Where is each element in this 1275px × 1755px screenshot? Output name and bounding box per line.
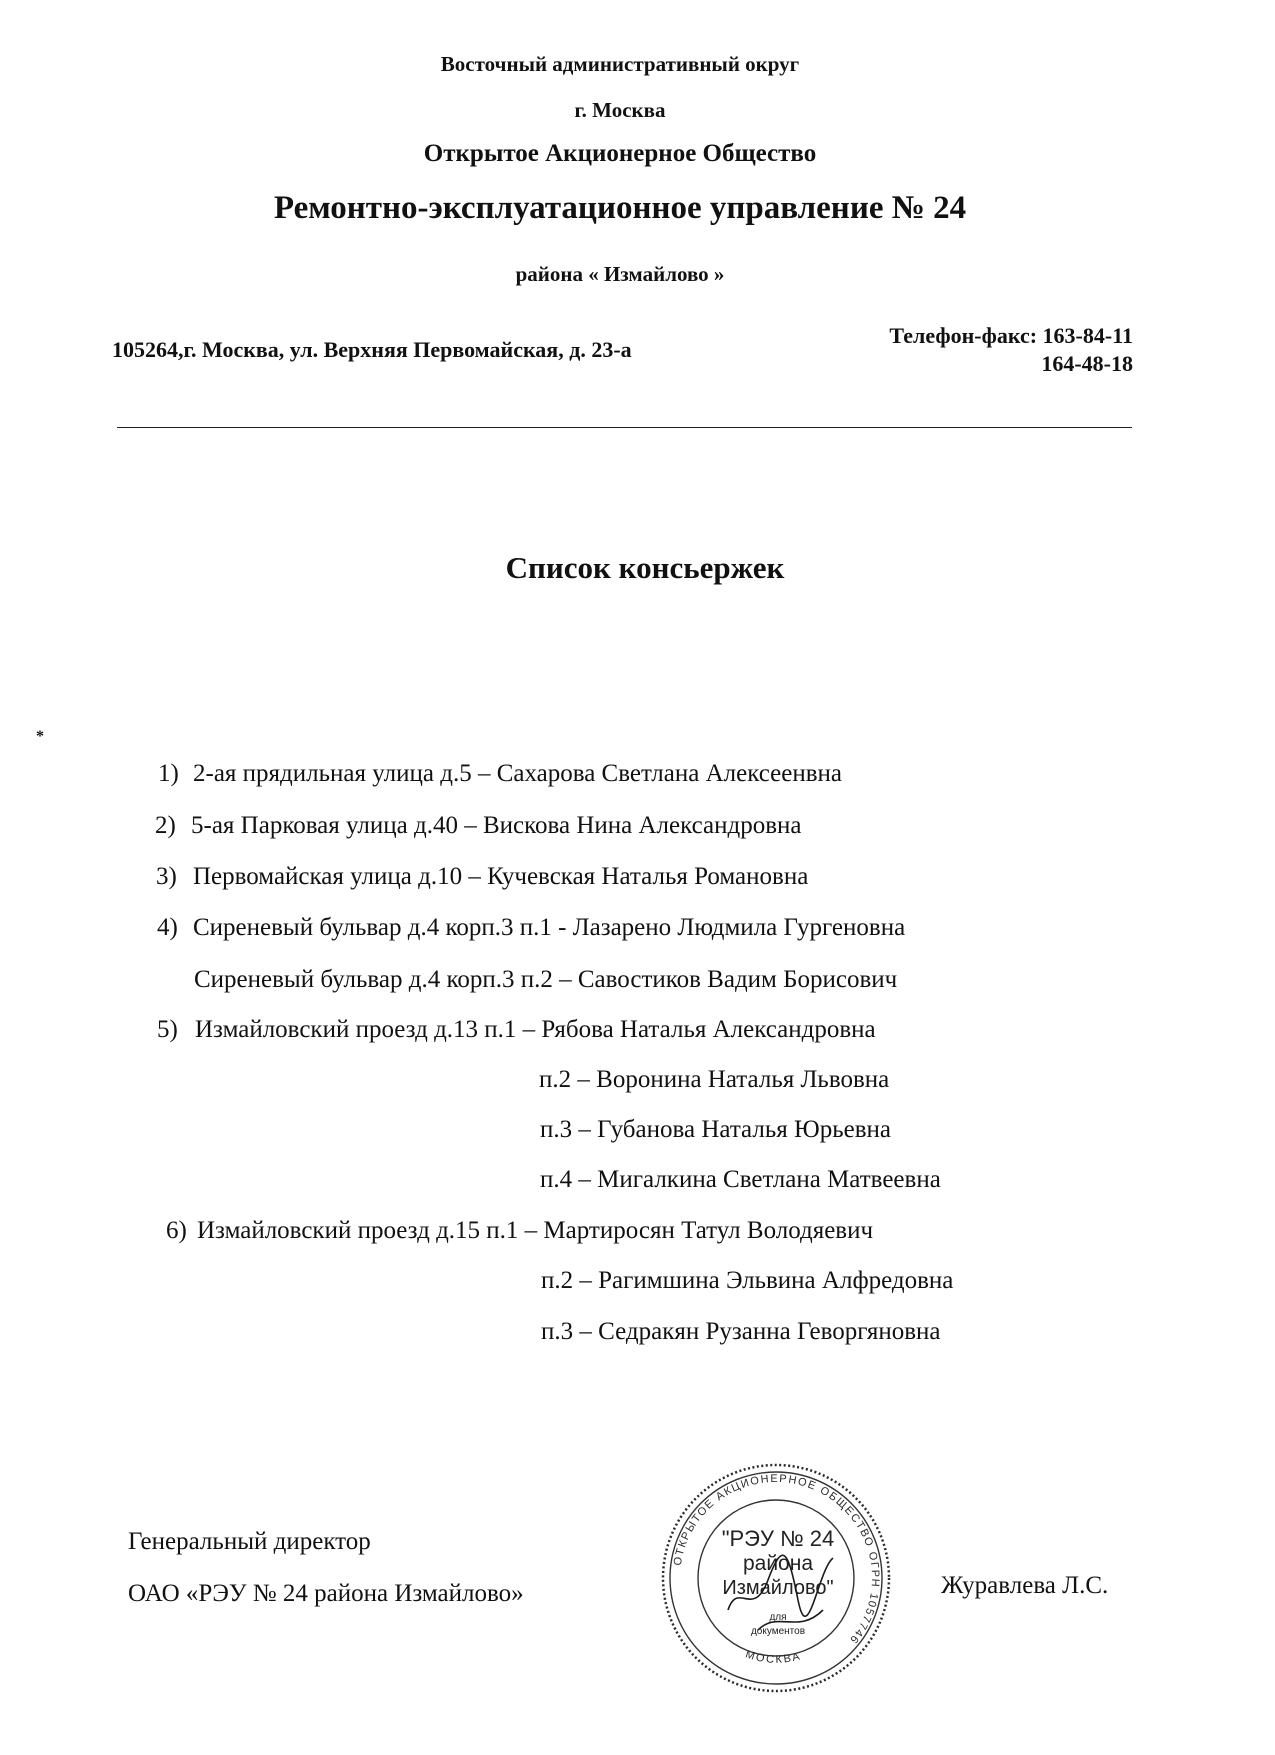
list-address: Измайловский проезд д.15 п.1 (197, 1217, 519, 1244)
list-address: п.3 (541, 1318, 574, 1345)
list-dash: – (573, 1318, 599, 1345)
list-address: 2-ая прядильная улица д.5 (193, 760, 472, 787)
list-address: п.2 (541, 1267, 574, 1294)
list-number: 3) (156, 863, 177, 890)
seal-bottom-text: МОСКВА (743, 1648, 803, 1666)
list-address: п.3 (540, 1116, 573, 1143)
list-person: Седракян Рузанна Геворгяновна (598, 1318, 941, 1345)
phone-fax: Телефон-факс: 163-84-11 (889, 323, 1133, 348)
list-address: 5-ая Парковая улица д.40 (191, 812, 458, 839)
list-person: Губанова Наталья Юрьевна (597, 1116, 891, 1143)
list-address: Сиреневый бульвар д.4 корп.3 п.1 (193, 914, 552, 941)
seal-line-5: документов (750, 1626, 806, 1637)
organization-name: Ремонтно-эксплуатационное управление № 24 (273, 190, 967, 226)
header-divider (117, 427, 1132, 428)
stray-mark: * (36, 728, 44, 745)
list-number: 2) (155, 812, 176, 839)
list-person: Кучевская Наталья Романовна (487, 863, 809, 890)
list-dash: – (572, 1166, 598, 1193)
list-address: Первомайская улица д.10 (193, 863, 463, 890)
list-number: 4) (157, 914, 178, 941)
seal-line-2: района (742, 1552, 814, 1575)
list-person: Рагимшина Эльвина Алфредовна (598, 1267, 954, 1294)
signatory-name: Журавлева Л.С. (941, 1572, 1109, 1599)
list-dash: – (552, 966, 578, 993)
list-person: Лазарено Людмила Гургеновна (572, 914, 906, 941)
document-title: Список консьержек (505, 550, 785, 585)
list-person: Вискова Нина Александровна (482, 812, 802, 839)
postal-address: 105264,г. Москва, ул. Верхняя Первомайская, д. 23-а (112, 337, 632, 362)
district-heading: Восточный административный округ (440, 52, 800, 76)
list-dash: – (471, 760, 497, 787)
region-heading: района « Измайлово » (515, 262, 725, 286)
list-person: Мартиросян Татул Володяевич (543, 1217, 874, 1244)
phone-secondary: 164-48-18 (1041, 351, 1133, 376)
seal-outer-text: ОТКРЫТОЕ АКЦИОНЕРНОЕ ОБЩЕСТВО ОГРН 1057746 (671, 1472, 882, 1647)
list-dash: – (516, 1016, 542, 1043)
list-person: Сахарова Светлана Алексеенвна (496, 760, 842, 787)
list-person: Савостиков Вадим Борисович (577, 966, 898, 993)
list-number: 1) (158, 760, 179, 787)
list-address: Измайловский проезд д.13 п.1 (195, 1016, 517, 1043)
list-dash: – (462, 863, 488, 890)
seal-line-4: для (769, 1612, 787, 1623)
phone-block (889, 322, 1133, 378)
list-number: 6) (166, 1217, 187, 1244)
city-heading: г. Москва (574, 98, 666, 122)
company-type-heading: Открытое Акционерное Общество (423, 140, 817, 167)
list-dash: – (573, 1267, 599, 1294)
company-seal (658, 1460, 894, 1696)
list-address: п.4 (540, 1166, 573, 1193)
seal-line-3: Измайлово" (722, 1577, 834, 1599)
list-number: 5) (157, 1016, 178, 1043)
list-address: Сиреневый бульвар д.4 корп.3 п.2 (194, 966, 553, 993)
list-dash: – (572, 1116, 598, 1143)
list-dash: - (551, 914, 573, 941)
list-person: Рябова Наталья Александровна (541, 1016, 876, 1043)
list-dash: – (571, 1066, 597, 1093)
seal-line-1: "РЭУ № 24 (721, 1526, 835, 1551)
list-dash: – (457, 812, 483, 839)
list-dash: – (518, 1217, 544, 1244)
signatory-organization: ОАО «РЭУ № 24 района Измайлово» (128, 1580, 524, 1607)
signatory-position: Генеральный директор (128, 1528, 371, 1555)
list-person: Воронина Наталья Львовна (596, 1066, 890, 1093)
list-address: п.2 (539, 1066, 572, 1093)
list-person: Мигалкина Светлана Матвеевна (597, 1166, 941, 1193)
